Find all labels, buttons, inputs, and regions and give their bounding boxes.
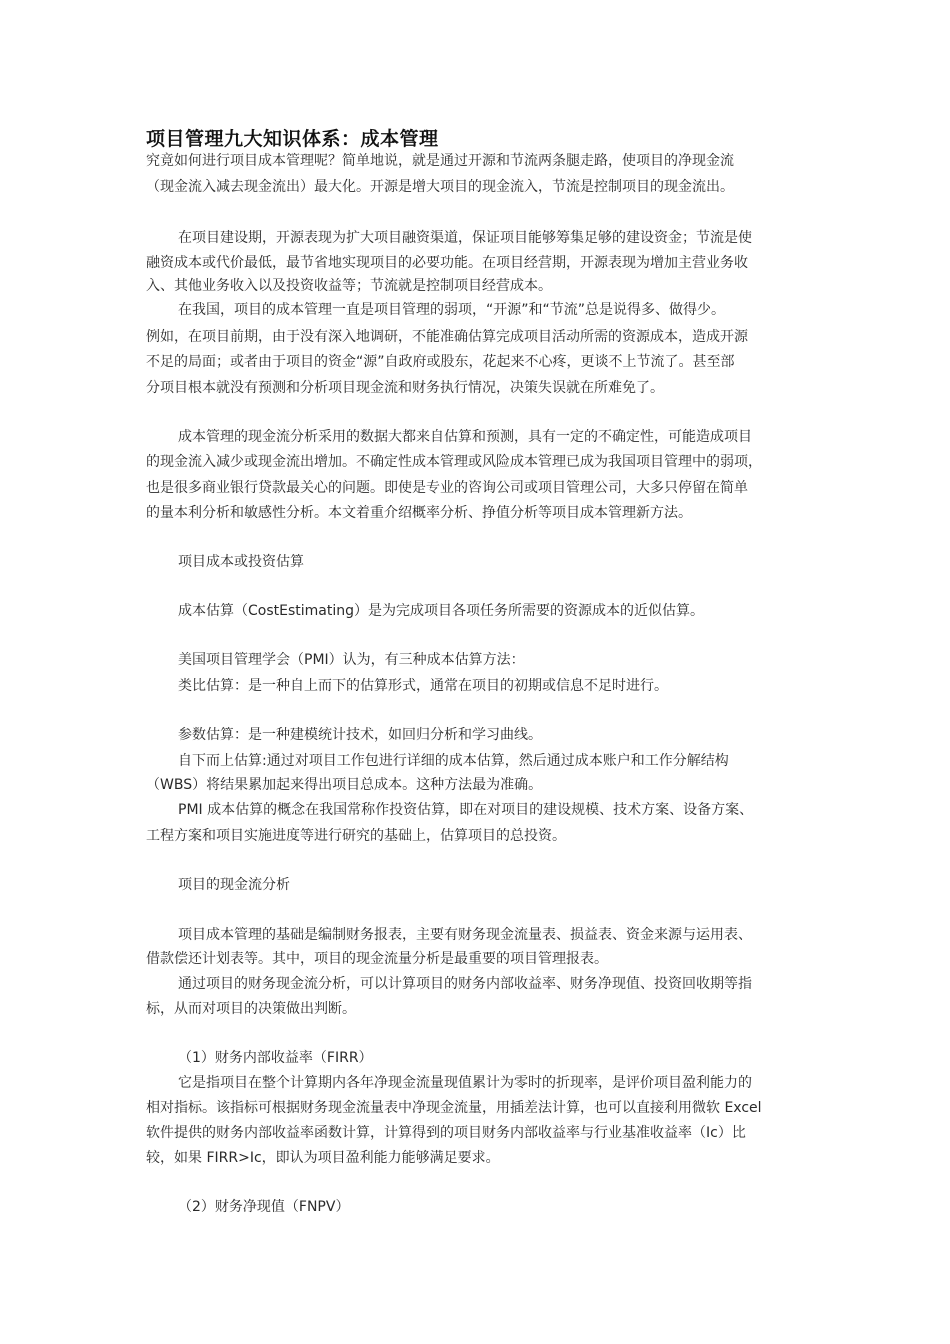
- body-text-line: 它是指项目在整个计算期内各年净现金流量现值累计为零时的折现率，是评价项目盈利能力的: [178, 1075, 752, 1091]
- sub-heading: （2）财务净现值（FNPV）: [178, 1199, 350, 1215]
- body-text-line: 在我国，项目的成本管理一直是项目管理的弱项，“开源”和“节流”总是说得多、做得少。: [178, 302, 726, 318]
- body-text-line: 美国项目管理学会（PMI）认为，有三种成本估算方法：: [178, 652, 525, 668]
- body-text-line: 究竟如何进行项目成本管理呢？简单地说，就是通过开源和节流两条腿走路，使项目的净现金流: [146, 153, 734, 169]
- body-text-line: 的量本利分析和敏感性分析。本文着重介绍概率分析、挣值分析等项目成本管理新方法。: [146, 505, 692, 521]
- body-text-line: 成本估算（CostEstimating）是为完成项目各项任务所需要的资源成本的近似估算。: [178, 603, 704, 619]
- section-heading: 项目成本或投资估算: [178, 554, 304, 570]
- body-text-line: （WBS）将结果累加起来得出项目总成本。这种方法最为准确。: [146, 777, 543, 793]
- body-text-line: 不足的局面；或者由于项目的资金“源”自政府或股东，花起来不心疼，更谈不上节流了。甚至部: [146, 354, 735, 370]
- body-text-line: PMI 成本估算的概念在我国常称作投资估算，即在对项目的建设规模、技术方案、设备方案、: [178, 802, 754, 818]
- body-text-line: 融资成本或代价最低，最节省地实现项目的必要功能。在项目经营期，开源表现为增加主营业务收: [146, 255, 748, 271]
- body-text-line: 的现金流入减少或现金流出增加。不确定性成本管理或风险成本管理已成为我国项目管理中的弱项，: [146, 454, 762, 470]
- body-text-line: 较，如果 FIRR>Ic，即认为项目盈利能力能够满足要求。: [146, 1150, 500, 1166]
- body-text-line: 分项目根本就没有预测和分析项目现金流和财务执行情况，决策失误就在所难免了。: [146, 380, 664, 396]
- body-text-line: 类比估算：是一种自上而下的估算形式，通常在项目的初期或信息不足时进行。: [178, 678, 668, 694]
- body-text-line: 相对指标。该指标可根据财务现金流量表中净现金流量，用插差法计算，也可以直接利用微软 Excel: [146, 1100, 762, 1116]
- body-text-line: 软件提供的财务内部收益率函数计算，计算得到的项目财务内部收益率与行业基准收益率（Ic）比: [146, 1125, 746, 1141]
- body-text-line: 通过项目的财务现金流分析，可以计算项目的财务内部收益率、财务净现值、投资回收期等指: [178, 976, 752, 992]
- body-text-line: （现金流入减去现金流出）最大化。开源是增大项目的现金流入，节流是控制项目的现金流出。: [146, 179, 734, 195]
- body-text-line: 成本管理的现金流分析采用的数据大都来自估算和预测，具有一定的不确定性，可能造成项目: [178, 429, 752, 445]
- body-text-line: 也是很多商业银行贷款最关心的问题。即使是专业的咨询公司或项目管理公司，大多只停留在简单: [146, 480, 748, 496]
- body-text-line: 标，从而对项目的决策做出判断。: [146, 1001, 356, 1017]
- body-text-line: 入、其他业务收入以及投资收益等；节流就是控制项目经营成本。: [146, 278, 552, 294]
- section-heading: 项目的现金流分析: [178, 877, 290, 893]
- body-text-line: 参数估算：是一种建模统计技术，如回归分析和学习曲线。: [178, 727, 542, 743]
- body-text-line: 在项目建设期，开源表现为扩大项目融资渠道，保证项目能够筹集足够的建设资金；节流是使: [178, 230, 752, 246]
- body-text-line: 项目成本管理的基础是编制财务报表，主要有财务现金流量表、损益表、资金来源与运用表、: [178, 927, 752, 943]
- body-text-line: 自下而上估算:通过对项目工作包进行详细的成本估算，然后通过成本账户和工作分解结构: [178, 753, 729, 769]
- document-title: 项目管理九大知识体系：成本管理: [146, 128, 439, 150]
- sub-heading: （1）财务内部收益率（FIRR）: [178, 1050, 373, 1066]
- body-text-line: 借款偿还计划表等。其中，项目的现金流量分析是最重要的项目管理报表。: [146, 951, 608, 967]
- body-text-line: 例如，在项目前期，由于没有深入地调研，不能准确估算完成项目活动所需的资源成本，造成开源: [146, 329, 748, 345]
- body-text-line: 工程方案和项目实施进度等进行研究的基础上，估算项目的总投资。: [146, 828, 566, 844]
